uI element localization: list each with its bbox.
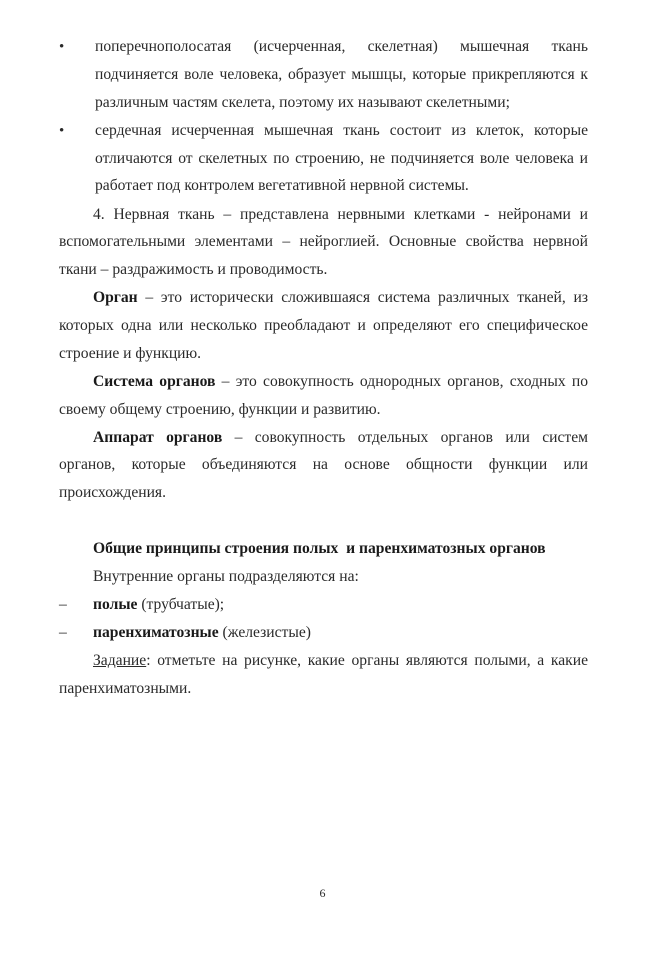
paragraph-line: 4. Нервная ткань – представлена нервными клетками - нейронами и: [93, 206, 588, 223]
paragraph-line: происхождения.: [59, 484, 167, 501]
task-label: Задание: [93, 652, 147, 669]
term-organ: Орган: [93, 289, 138, 306]
term-organ-system: Система органов: [93, 373, 216, 390]
paragraph-line: поперечнополосатая (исчерченная, скелетная) мышечная ткань: [95, 38, 588, 55]
paragraph-line: сердечная исчерченная мышечная ткань состоит из клеток, которые: [95, 122, 588, 139]
page-number: 6: [319, 886, 326, 900]
paragraph-line: ткани – раздражимость и проводимость.: [59, 261, 328, 278]
paragraph-line: работает под контролем вегетативной нервной системы.: [95, 177, 469, 194]
paragraph-line: паренхиматозными.: [59, 680, 192, 697]
paragraph-line: строение и функцию.: [59, 345, 202, 362]
bullet-marker: •: [59, 123, 65, 139]
paragraph-line: Система органов – это совокупность однородных органов, сходных по: [93, 373, 588, 390]
list-item-text: полые (трубчатые);: [93, 596, 225, 613]
paragraph-line: отличаются от скелетных по строению, не подчиняется воле человека и: [95, 150, 588, 167]
section-heading: Общие принципы строения полых и паренхиматозных органов: [93, 540, 546, 557]
paragraph-line: Задание: отметьте на рисунке, какие органы являются полыми, а какие: [93, 652, 588, 669]
paragraph-line: Орган – это исторически сложившаяся система различных тканей, из: [93, 289, 588, 306]
list-item-text: паренхиматозные (железистые): [93, 624, 311, 641]
paragraph-line: органов, которые объединяются на основе общности функции или: [59, 456, 588, 473]
paragraph-line: вспомогательными элементами – нейроглией. Основные свойства нервной: [59, 233, 588, 250]
paragraph-line: подчиняется воле человека, образует мышцы, которые прикрепляются к: [95, 66, 588, 83]
dash-marker: –: [59, 624, 67, 641]
paragraph-line: Аппарат органов – совокупность отдельных органов или систем: [93, 429, 588, 446]
paragraph-line: своему общему строению, функции и развитию.: [59, 401, 381, 418]
dash-marker: –: [59, 596, 67, 613]
paragraph-line: которых одна или несколько преобладают и определяют его специфическое: [59, 317, 588, 334]
section-intro: Внутренние органы подразделяются на:: [93, 568, 359, 585]
paragraph-line: различным частям скелета, поэтому их называют скелетными;: [95, 94, 510, 111]
bullet-marker: •: [59, 39, 65, 55]
term-organ-apparatus: Аппарат органов: [93, 429, 223, 446]
